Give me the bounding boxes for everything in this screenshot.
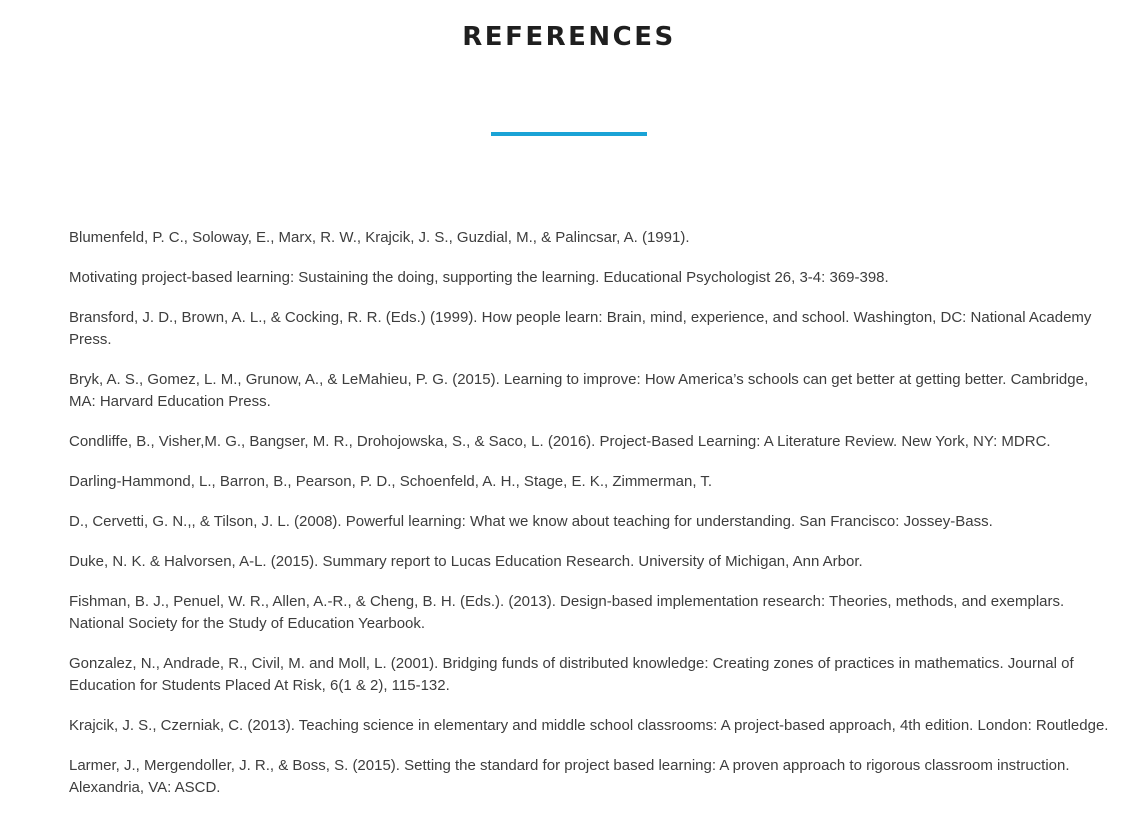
reference-entry: D., Cervetti, G. N.,, & Tilson, J. L. (2008). Powerful learning: What we know about teaching for understanding. San Francisco: Jossey-Bass.: [69, 513, 993, 530]
reference-entry: Gonzalez, N., Andrade, R., Civil, M. and Moll, L. (2001). Bridging funds of distributed knowledge: Creating zones of practices in mathematics. Journal of Education for Students Placed At Risk, 6(1 & 2), 115-132.: [69, 655, 1074, 694]
reference-entry: Krajcik, J. S., Czerniak, C. (2013). Teaching science in elementary and middle school classrooms: A project-based approach, 4th edition. London: Routledge.: [69, 717, 1109, 734]
title-underline: [491, 132, 647, 136]
reference-entry: Bryk, A. S., Gomez, L. M., Grunow, A., & LeMahieu, P. G. (2015). Learning to improve: How America’s schools can get better at getting better. Cambridge, MA: Harvard Education Press.: [69, 371, 1089, 410]
reference-entry: Darling-Hammond, L., Barron, B., Pearson, P. D., Schoenfeld, A. H., Stage, E. K., Zimmerman, T.: [69, 473, 713, 490]
reference-list: [69, 227, 1109, 817]
reference-entry: Blumenfeld, P. C., Soloway, E., Marx, R. W., Krajcik, J. S., Guzdial, M., & Palincsar, A. (1991).: [69, 229, 690, 246]
reference-entry: Condliffe, B., Visher,M. G., Bangser, M. R., Drohojowska, S., & Saco, L. (2016). Project-Based Learning: A Literature Review. New York, NY: MDRC.: [69, 433, 1051, 450]
page-title: REFERENCES: [462, 22, 676, 52]
reference-entry: Larmer, J., Mergendoller, J. R., & Boss, S. (2015). Setting the standard for project based learning: A proven approach to rigorous classroom instruction. Alexandria, VA: ASCD.: [69, 757, 1070, 796]
reference-entry: Motivating project-based learning: Sustaining the doing, supporting the learning. Educational Psychologist 26, 3-4: 369-398.: [69, 269, 889, 286]
reference-entry: Duke, N. K. & Halvorsen, A-L. (2015). Summary report to Lucas Education Research. University of Michigan, Ann Arbor.: [69, 553, 863, 570]
reference-entry: Fishman, B. J., Penuel, W. R., Allen, A.-R., & Cheng, B. H. (Eds.). (2013). Design-based implementation research: Theories, methods, and exemplars. National Society for the Study of Education Yearbook.: [69, 593, 1065, 632]
reference-entry: Bransford, J. D., Brown, A. L., & Cocking, R. R. (Eds.) (1999). How people learn: Brain, mind, experience, and school. Washington, DC: National Academy Press.: [69, 309, 1092, 348]
